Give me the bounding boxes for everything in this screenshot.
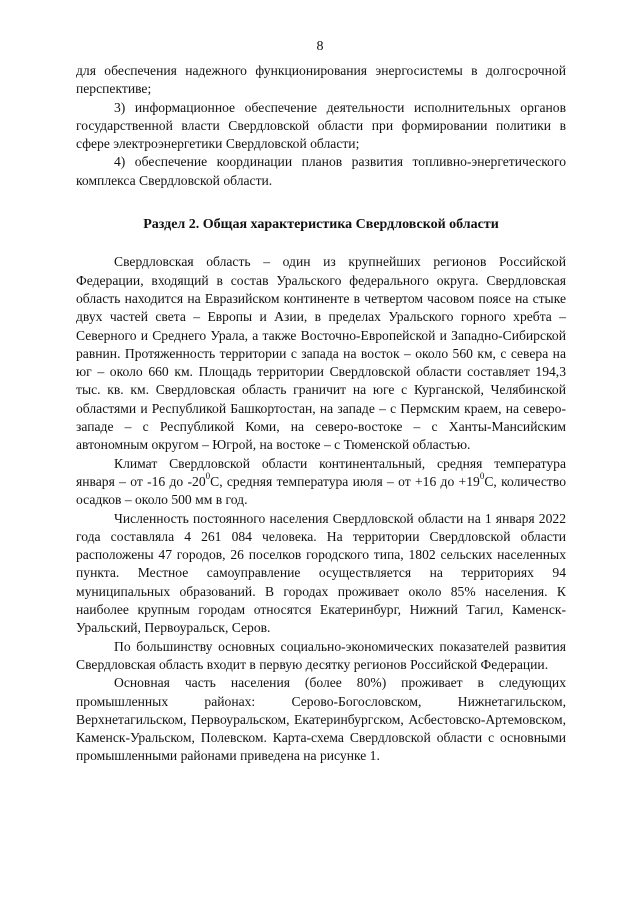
page-number: 8 — [316, 39, 324, 54]
climate-text-2: С, средняя температура июля – от +16 до +19 — [210, 473, 480, 489]
paragraph-geography: Свердловская область – один из крупнейших регионов Российской Федерации, входящий в состав Уральского федерального округа. Свердловская область находится на Евразийском континенте в четвертом часовом поясе на стыке двух частей света – Европы и Азии, в пределах Уральского горного хребта – Северного и Среднего Урала, а также Восточно-Европейской и Западно-Сибирской равнин. Протяженность территории с запада на восток – около 560 км, с севера на юг – около 660 км. Площадь территории Свердловской области составляет 194,3 тыс. кв. км. Свердловская область граничит на юге с Курганской, Челябинской областями и Республикой Башкортостан, на западе – с Пермским краем, на северо-западе – с Республикой Коми, на северо-востоке – с Ханты-Мансийским автономным округом – Югрой, на востоке – с Тюменской областью. — [76, 254, 566, 453]
document-body — [76, 62, 566, 766]
paragraph-industrial-districts: Основная часть населения (более 80%) проживает в следующих промышленных районах: Серово-Богословском, Нижнетагильском, Верхнетагильском, Первоуральском, Екатеринбургском, Асбестовско-Артемовском, Каменск-Уральском, Полевском. Карта-схема Свердловской области с основными промышленными районами приведена на рисунке 1. — [76, 675, 566, 764]
list-item-4: 4) обеспечение координации планов развития топливно-энергетического комплекса Свердловской области. — [76, 154, 566, 188]
climate-text-3: С, количество осадков – около 500 мм в год. — [76, 473, 566, 508]
degree-superscript-1: 0 — [205, 471, 211, 482]
list-item-3: 3) информационное обеспечение деятельности исполнительных органов государственной власти Свердловской области при формировании политики в сфере электроэнергетики Свердловской области; — [76, 99, 566, 152]
degree-superscript-2: 0 — [479, 471, 485, 482]
climate-text-1: Климат Свердловской области континентальный, средняя температура января – от -16 до -20 — [76, 455, 566, 489]
section-heading: Раздел 2. Общая характеристика Свердловской области — [143, 217, 499, 233]
paragraph-population: Численность постоянного населения Свердловской области на 1 января 2022 года составляла 4 261 084 человека. На территории Свердловской области расположены 47 городов, 26 поселков городского типа, 1802 сельских населенных пункта. Местное самоуправление осуществляется на территориях 94 муниципальных образований. В городах проживает около 85% населения. К наиболее крупным городам относятся Екатеринбург, Нижний Тагил, Каменск-Уральский, Первоуральск, Серов. — [76, 510, 566, 636]
paragraph-climate — [76, 455, 566, 510]
paragraph-continuation: для обеспечения надежного функционирования энергосистемы в долгосрочной перспективе; — [76, 63, 566, 97]
paragraph-indicators: По большинству основных социально-экономических показателей развития Свердловская область входит в первую десятку регионов Российской Федерации. — [76, 638, 566, 672]
